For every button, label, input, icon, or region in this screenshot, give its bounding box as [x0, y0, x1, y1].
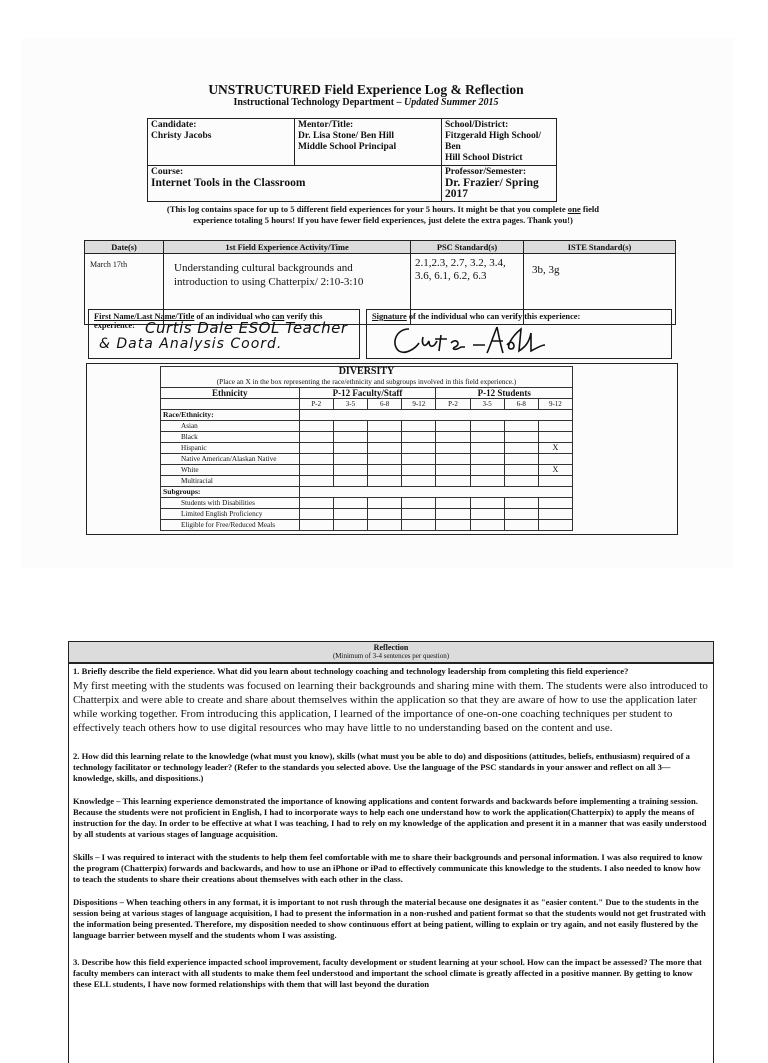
diversity-checkbox-cell[interactable] [299, 520, 333, 531]
instructions-note: (This log contains space for up to 5 different field experiences for your 5 hours. It might be that you complete one field experience totaling 5 hours! If you have fewer field experiences, just delete the extra pages. Thank you!) [166, 204, 600, 225]
grade-header: P-2 [299, 399, 333, 410]
diversity-checkbox-cell[interactable] [436, 498, 470, 509]
diversity-checkbox-cell[interactable] [368, 520, 402, 531]
diversity-checkbox-cell[interactable] [333, 443, 367, 454]
diversity-row-label: White [161, 465, 300, 476]
reflection-body [68, 663, 714, 1063]
grade-header: 6-8 [368, 399, 402, 410]
col-header-psc: PSC Standard(s) [411, 241, 524, 254]
log-date: March 17th [85, 254, 164, 325]
diversity-checkbox-cell[interactable] [402, 520, 436, 531]
diversity-checkbox-cell[interactable] [299, 454, 333, 465]
school-cell: School/District: Fitzgerald High School/ Ben Hill School District [442, 119, 557, 166]
course-name: Internet Tools in the Classroom [151, 177, 306, 189]
diversity-row-label: Hispanic [161, 443, 300, 454]
race-ethnicity-label: Race/Ethnicity: [161, 410, 300, 421]
diversity-checkbox-cell[interactable] [470, 465, 504, 476]
diversity-checkbox-cell[interactable] [538, 520, 572, 531]
diversity-checkbox-cell[interactable] [470, 498, 504, 509]
diversity-checkbox-cell[interactable] [299, 432, 333, 443]
diversity-checkbox-cell[interactable] [402, 465, 436, 476]
reflection-section [68, 641, 714, 1063]
diversity-row [161, 465, 573, 476]
course-cell: Course: Internet Tools in the Classroom [148, 166, 442, 202]
answer-skills: Skills – I was required to interact with the students to help them feel comfortable with me to share their backgrounds and personal information. I was also required to know the program (Chatterpix) forwards and backwards, and how to use an iPhone or iPad to effectively communicate this knowledge to the students. I also needed to know how to teach the students to share their creations about themselves with each other in the class. [73, 852, 703, 884]
diversity-checkbox-cell[interactable] [470, 509, 504, 520]
diversity-checkbox-cell[interactable] [436, 520, 470, 531]
diversity-instructions: (Place an X in the box representing the race/ethnicity and subgroups involved in this field experience.) [161, 377, 573, 388]
mentor-line2: Middle School Principal [298, 142, 397, 152]
diversity-row-label: Native American/Alaskan Native [161, 454, 300, 465]
diversity-checkbox-cell[interactable] [368, 465, 402, 476]
diversity-checkbox-cell[interactable] [538, 432, 572, 443]
diversity-checkbox-cell[interactable] [436, 476, 470, 487]
diversity-checkbox-cell[interactable] [470, 421, 504, 432]
diversity-checkbox-cell[interactable] [538, 421, 572, 432]
handwritten-signature [385, 323, 555, 357]
school-line1: Fitzgerald High School/ Ben [445, 131, 542, 152]
diversity-checkbox-cell[interactable] [436, 443, 470, 454]
subgroups-label: Subgroups: [161, 487, 300, 498]
verifier-signature-box: Signature of the individual who can verify this experience: [366, 309, 672, 359]
diversity-checkbox-cell[interactable] [333, 421, 367, 432]
col-header-activity: 1st Field Experience Activity/Time [164, 241, 411, 254]
log-activity: Understanding cultural backgrounds and introduction to using Chatterpix/ 2:10-3:10 [164, 254, 411, 325]
diversity-checkbox-cell[interactable] [504, 432, 538, 443]
professor-name: Dr. Frazier/ Spring 2017 [445, 177, 539, 200]
handwritten-verifier-title: & Data Analysis Coord. [99, 336, 283, 352]
students-header: P-12 Students [436, 388, 573, 399]
form-title: UNSTRUCTURED Field Experience Log & Reflection [208, 82, 524, 97]
diversity-checkbox-cell[interactable] [538, 509, 572, 520]
subgroup-rows [161, 498, 573, 531]
log-iste-standards: 3b, 3g [524, 254, 676, 325]
ethnicity-header: Ethnicity [161, 388, 300, 399]
diversity-checkbox-cell[interactable] [504, 520, 538, 531]
diversity-checkbox-cell[interactable] [470, 476, 504, 487]
diversity-checkbox-cell[interactable] [402, 443, 436, 454]
grade-row [161, 399, 573, 410]
question-3: 3. Describe how this field experience impacted school improvement, faculty development or student learning at your school. How can the impact be assessed? The more that faculty members can interact with all students to make them feel understood and important the school climate is greatly affected in a positive manner. By getting to know these ELL students, I have now formed relationships with them that will last beyond the duration [73, 957, 702, 989]
diversity-checkbox-cell[interactable] [333, 498, 367, 509]
diversity-row [161, 476, 573, 487]
answer-knowledge: Knowledge – This learning experience demonstrated the importance of knowing applications and content forwards and backwards before implementing a training session. Because the students were not proficient in English, I had to incorporate ways to help each one understand how to work the application(Chatterpix) to apply the means of instruction for the day. In order to be effective at what I was teaching, I had to rely on my knowledge of the application and present it in a manner that was easily understood by all students at various stages of language acquisition. [73, 796, 707, 839]
diversity-checkbox-cell[interactable] [333, 432, 367, 443]
diversity-checkbox-cell[interactable]: X [538, 465, 572, 476]
diversity-checkbox-cell[interactable] [368, 509, 402, 520]
diversity-checkbox-cell[interactable] [538, 476, 572, 487]
question-1: 1. Briefly describe the field experience. What did you learn about technology coaching and technology leadership from completing this field experience? [73, 666, 629, 676]
grade-header: 3-5 [470, 399, 504, 410]
diversity-checkbox-cell[interactable] [470, 443, 504, 454]
diversity-checkbox-cell[interactable] [504, 498, 538, 509]
diversity-checkbox-cell[interactable] [470, 432, 504, 443]
diversity-row [161, 443, 573, 454]
diversity-checkbox-cell[interactable] [402, 476, 436, 487]
diversity-checkbox-cell[interactable] [368, 476, 402, 487]
answer-1: My first meeting with the students was focused on learning their backgrounds and sharing mine with them. The students were also introduced to Chatterpix and were able to create and share about themselves within the application so that they are aware of how to use the application later while working together. From introducing this application, I learned of the importance of one-on-one coaching techniques per student to effectively teach others how to use digital resources who may have little to no understanding based on the content and use. [73, 680, 708, 734]
subtitle-updated: Updated Summer 2015 [404, 97, 499, 108]
grade-header: 6-8 [504, 399, 538, 410]
diversity-table [160, 366, 573, 531]
diversity-checkbox-cell[interactable]: X [538, 443, 572, 454]
handwritten-verifier-name: Curtis Dale ESOL Teacher [145, 319, 348, 337]
diversity-checkbox-cell[interactable] [402, 509, 436, 520]
diversity-checkbox-cell[interactable] [504, 443, 538, 454]
diversity-row-label: Asian [161, 421, 300, 432]
grade-header: 3-5 [333, 399, 367, 410]
grade-header: 9-12 [402, 399, 436, 410]
diversity-checkbox-cell[interactable] [436, 509, 470, 520]
diversity-checkbox-cell[interactable] [299, 498, 333, 509]
grade-header: P-2 [436, 399, 470, 410]
school-line2: Hill School District [445, 153, 523, 163]
subtitle-main: Instructional Technology Department – [233, 97, 405, 108]
diversity-checkbox-cell[interactable] [504, 476, 538, 487]
form-subtitle [0, 97, 732, 108]
diversity-row [161, 498, 573, 509]
diversity-row-label: Students with Disabilities [161, 498, 300, 509]
diversity-checkbox-cell[interactable] [402, 432, 436, 443]
diversity-checkbox-cell[interactable] [368, 432, 402, 443]
diversity-row [161, 509, 573, 520]
diversity-checkbox-cell[interactable] [470, 454, 504, 465]
diversity-checkbox-cell[interactable] [368, 421, 402, 432]
diversity-checkbox-cell[interactable] [333, 476, 367, 487]
diversity-row [161, 520, 573, 531]
verifier-name-box: First Name/Last Name/Title of an individual who can verify this experience: Curtis Dale ESOL Teacher & Data Analysis Coord. [88, 309, 360, 359]
diversity-row [161, 421, 573, 432]
diversity-row [161, 454, 573, 465]
diversity-checkbox-cell[interactable] [333, 465, 367, 476]
diversity-checkbox-cell[interactable] [368, 443, 402, 454]
race-rows [161, 421, 573, 487]
diversity-checkbox-cell[interactable] [504, 454, 538, 465]
diversity-checkbox-cell[interactable] [333, 454, 367, 465]
diversity-checkbox-cell[interactable] [504, 421, 538, 432]
diversity-title: DIVERSITY [161, 367, 573, 378]
professor-cell: Professor/Semester: Dr. Frazier/ Spring 2017 [442, 166, 557, 202]
col-header-date: Date(s) [85, 241, 164, 254]
diversity-checkbox-cell[interactable] [538, 498, 572, 509]
diversity-checkbox-cell[interactable] [402, 421, 436, 432]
diversity-checkbox-cell[interactable] [368, 498, 402, 509]
diversity-row-label: Eligible for Free/Reduced Meals [161, 520, 300, 531]
candidate-info-table [147, 118, 557, 202]
diversity-checkbox-cell[interactable] [436, 454, 470, 465]
answer-dispositions: Dispositions – When teaching others in any format, it is important to not rush through the material because one designates it as "easier content." Due to the students in the session being at various stages of language acquisition, I had to present the information in a non-rushed and patient format so that the students would not get frustrated with the information being presented. Therefore, my disposition needed to show continuous effort at being patient, willing to explain or try again, and not easily flustered by the language barrier between myself and the students whom I was assisting. [73, 897, 706, 940]
diversity-checkbox-cell[interactable] [299, 509, 333, 520]
diversity-checkbox-cell[interactable] [333, 509, 367, 520]
diversity-checkbox-cell[interactable] [504, 465, 538, 476]
diversity-checkbox-cell[interactable] [299, 421, 333, 432]
mentor-line1: Dr. Lisa Stone/ Ben Hill [298, 131, 394, 141]
diversity-row [161, 432, 573, 443]
diversity-checkbox-cell[interactable] [299, 443, 333, 454]
grade-header: 9-12 [538, 399, 572, 410]
diversity-row-label: Multiracial [161, 476, 300, 487]
diversity-checkbox-cell[interactable] [436, 465, 470, 476]
diversity-checkbox-cell[interactable] [470, 520, 504, 531]
diversity-checkbox-cell[interactable] [299, 465, 333, 476]
diversity-checkbox-cell[interactable] [504, 509, 538, 520]
diversity-row-label: Black [161, 432, 300, 443]
diversity-checkbox-cell[interactable] [402, 498, 436, 509]
faculty-header: P-12 Faculty/Staff [299, 388, 436, 399]
reflection-header: Reflection (Minimum of 3-4 sentences per question) [68, 641, 714, 663]
diversity-checkbox-cell[interactable] [538, 454, 572, 465]
diversity-checkbox-cell[interactable] [299, 476, 333, 487]
diversity-checkbox-cell[interactable] [402, 454, 436, 465]
diversity-checkbox-cell[interactable] [368, 454, 402, 465]
col-header-iste: ISTE Standard(s) [524, 241, 676, 254]
candidate-name: Christy Jacobs [151, 131, 212, 141]
question-2: 2. How did this learning relate to the knowledge (what must you know), skills (what must you be able to do) and dispositions (attitudes, beliefs, enthusiasm) required of a technology facilitator or technology leader? (Refer to the standards you selected above. Use the language of the PSC standards in your answer and reflect on all 3—knowledge, skills, and dispositions.) [73, 751, 690, 783]
diversity-row-label: Limited English Proficiency [161, 509, 300, 520]
candidate-cell: Candidate: Christy Jacobs [148, 119, 295, 166]
log-psc-standards: 2.1,2.3, 2.7, 3.2, 3.4, 3.6, 6.1, 6.2, 6.3 [411, 254, 524, 325]
diversity-checkbox-cell[interactable] [436, 421, 470, 432]
diversity-checkbox-cell[interactable] [333, 520, 367, 531]
mentor-cell: Mentor/Title: Dr. Lisa Stone/ Ben Hill Middle School Principal [295, 119, 442, 166]
diversity-checkbox-cell[interactable] [436, 432, 470, 443]
